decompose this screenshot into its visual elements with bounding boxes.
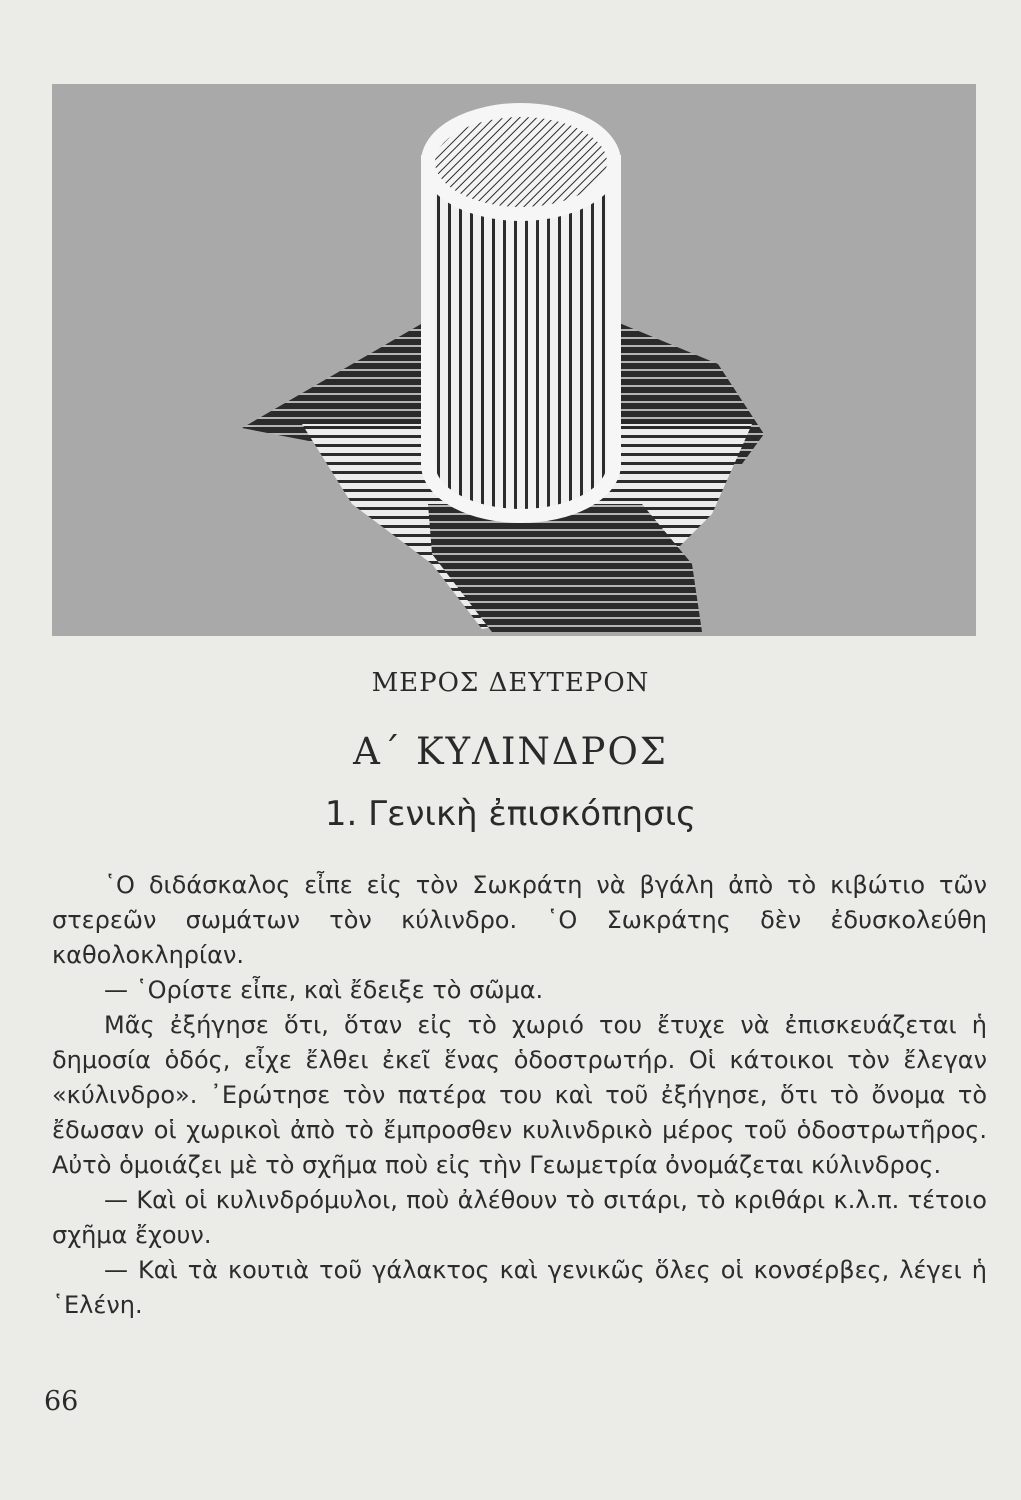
section-title: 1. Γενικὴ ἐπισκόπησις: [324, 794, 697, 834]
cylinder-icon: [428, 110, 614, 516]
paragraph: Μᾶς ἐξήγησε ὅτι, ὅταν εἰς τὸ χωριό του ἔτυχε νὰ ἐπισκευάζεται ἡ δημοσία ὁδός, εἶχε ἔλθει ἐκεῖ ἕνας ὁδοστρωτήρ. Οἱ κάτοικοι τὸν ἔλεγαν «κύλινδρο». ᾿Ερώτησε τὸν πατέρα του καὶ τοῦ ἐξήγησε, ὅτι τὸ ὄνομα τὸ ἔδωσαν οἱ χωρικοὶ ἀπὸ τὸ ἔμπροσθεν κυλινδρικὸ μέρος τοῦ ὁδοστρωτῆρος. Αὐτὸ ὁμοιάζει μὲ τὸ σχῆμα ποὺ εἰς τὴν Γεωμετρία ὀνομάζεται κύλινδρος.: [52, 1011, 987, 1179]
body-text: [52, 868, 987, 1323]
paragraph: — ῾Ορίστε εἶπε, καὶ ἔδειξε τὸ σῶμα.: [104, 976, 544, 1004]
page-number: 66: [44, 1386, 79, 1417]
chapter-title: Α΄ ΚΥΛΙΝΔΡΟΣ: [353, 730, 668, 773]
paragraph: — Καὶ τὰ κουτιὰ τοῦ γάλακτος καὶ γενικῶς ὅλες οἱ κονσέρβες, λέγει ἡ ῾Ελένη.: [52, 1256, 987, 1319]
paragraph: — Καὶ οἱ κυλινδρόμυλοι, ποὺ ἀλέθουν τὸ σιτάρι, τὸ κριθάρι κ.λ.π. τέτοιο σχῆμα ἔχουν.: [52, 1186, 987, 1249]
cylinder-illustration: [52, 84, 976, 636]
paragraph: ῾Ο διδάσκαλος εἶπε εἰς τὸν Σωκράτη νὰ βγάλη ἀπὸ τὸ κιβώτιο τῶν στερεῶν σωμάτων τὸν κύλινδρο. ῾Ο Σωκράτης δὲν ἐδυσκολεύθη καθολοκληρίαν.: [52, 871, 987, 969]
part-title: ΜΕΡΟΣ ΔΕΥΤΕΡΟΝ: [371, 668, 650, 698]
